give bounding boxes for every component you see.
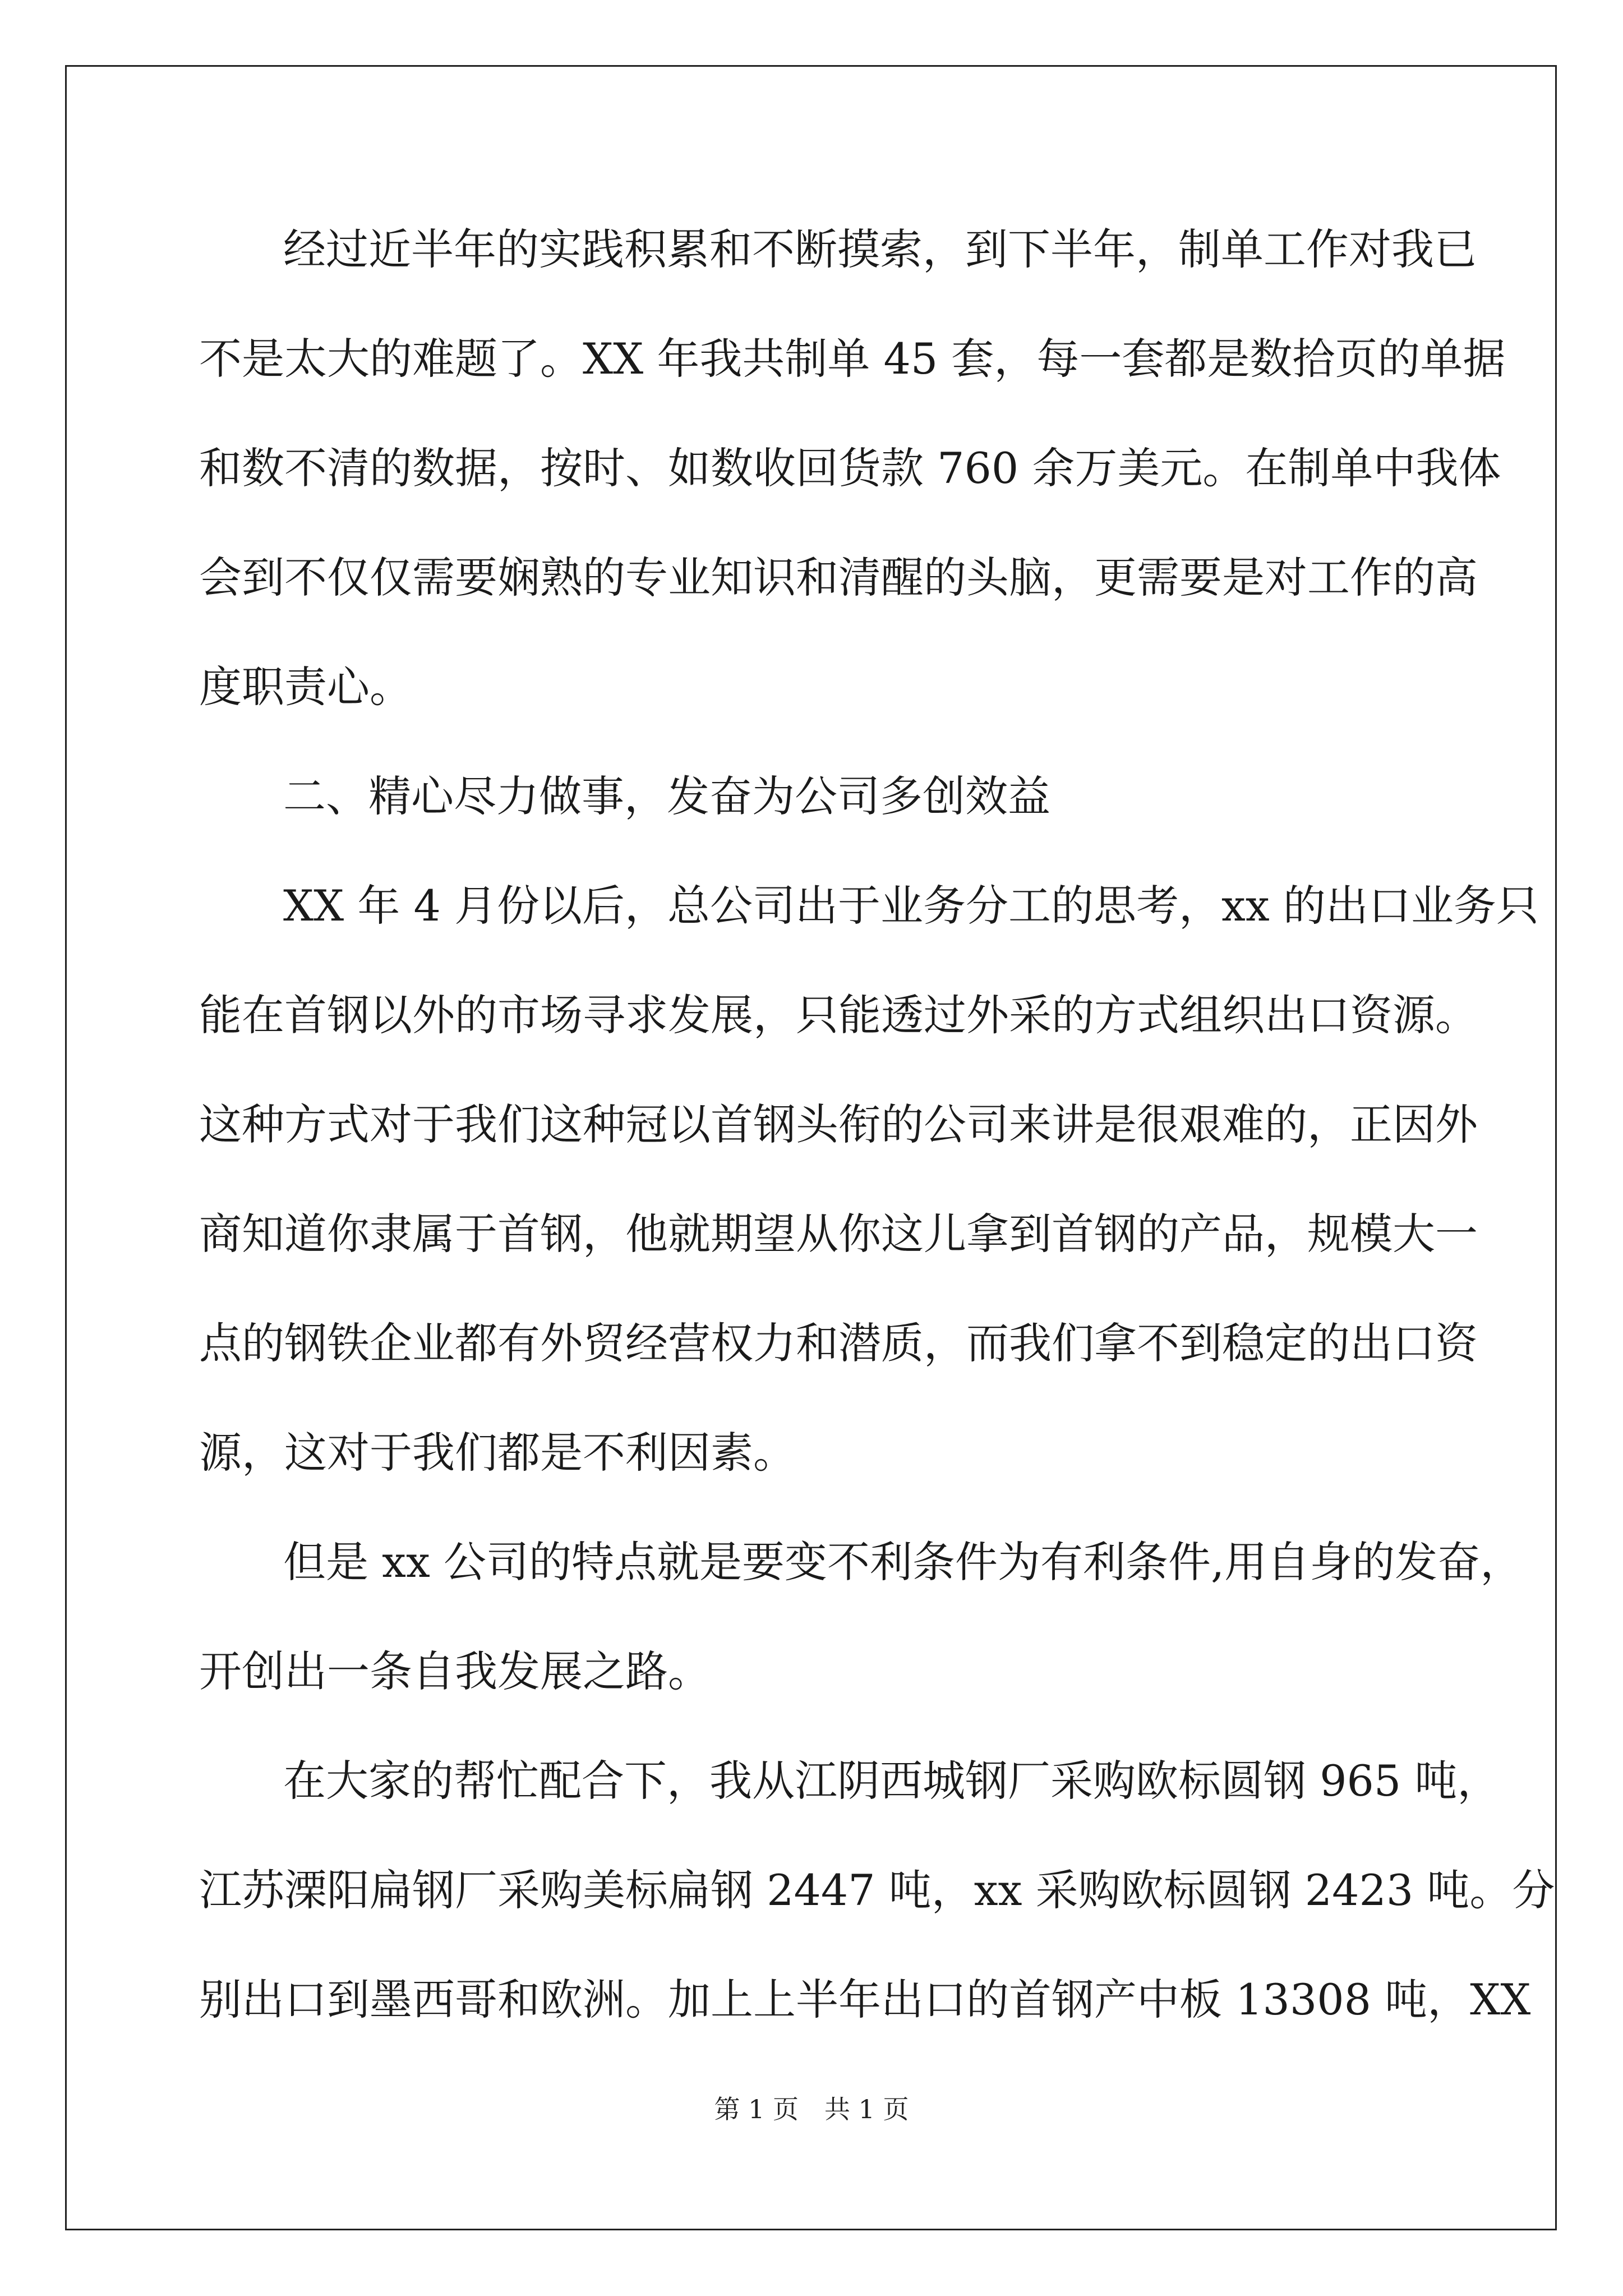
paragraph-line: 和数不清的数据，按时、如数收回货款 760 余万美元。在制单中我体 — [199, 443, 1501, 493]
paragraph-line: 开创出一条自我发展之路。 — [199, 1646, 711, 1696]
paragraph-line: 会到不仅仅需要娴熟的专业知识和清醒的头脑，更需要是对工作的高 — [199, 553, 1478, 602]
paragraph-line: 源，这对于我们都是不利因素。 — [199, 1428, 796, 1478]
paragraph-line: 江苏溧阳扁钢厂采购美标扁钢 2447 吨，xx 采购欧标圆钢 2423 吨。分 — [199, 1865, 1555, 1915]
paragraph-line: 商知道你隶属于首钢，他就期望从你这儿拿到首钢的产品，规模大一 — [199, 1209, 1478, 1259]
paragraph-line: 经过近半年的实践积累和不断摸索，到下半年，制单工作对我已 — [283, 224, 1477, 274]
paragraph-line: 但是 xx 公司的特点就是要变不利条件为有利条件,用自身的发奋， — [283, 1537, 1523, 1587]
page-footer: 第 1 页 共 1 页 — [714, 2094, 909, 2124]
paragraph-line: 在大家的帮忙配合下，我从江阴西城钢厂采购欧标圆钢 965 吨， — [283, 1756, 1500, 1806]
paragraph-line: 不是太大的难题了。XX 年我共制单 45 套，每一套都是数拾页的单据 — [199, 334, 1506, 384]
section-heading: 二、精心尽力做事，发奋为公司多创效益 — [283, 771, 1050, 821]
paragraph-line: 这种方式对于我们这种冠以首钢头衔的公司来讲是很艰难的，正因外 — [199, 1099, 1478, 1149]
paragraph-line: 能在首钢以外的市场寻求发展，只能透过外采的方式组织出口资源。 — [199, 990, 1478, 1040]
paragraph-line: 点的钢铁企业都有外贸经营权力和潜质，而我们拿不到稳定的出口资 — [199, 1318, 1478, 1368]
paragraph-line: 度职责心。 — [199, 662, 412, 712]
paragraph-line: 别出口到墨西哥和欧洲。加上上半年出口的首钢产中板 13308 吨，XX — [199, 1975, 1531, 2024]
paragraph-line: XX 年 4 月份以后，总公司出于业务分工的思考，xx 的出口业务只 — [283, 881, 1539, 931]
